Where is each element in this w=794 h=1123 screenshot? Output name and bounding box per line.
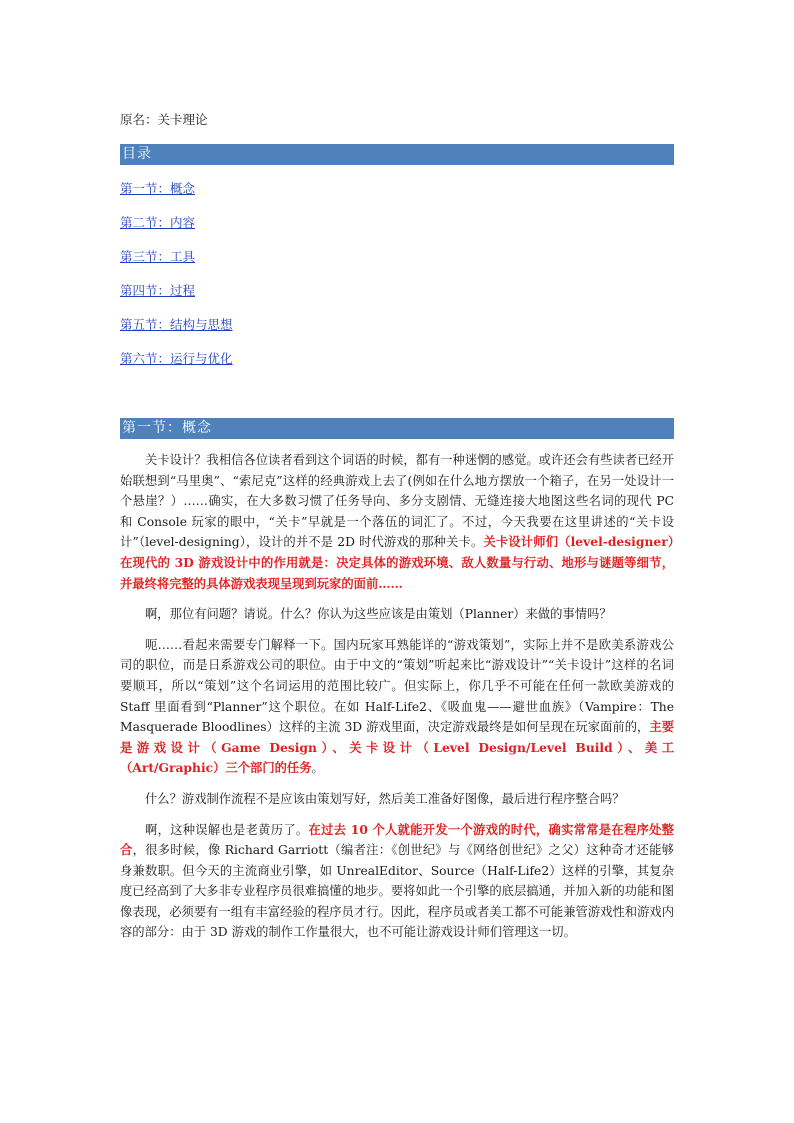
toc-link-section-1[interactable]: 第一节：概念 — [120, 181, 196, 196]
highlighted-text: 关卡设计师们（level-designer）在现代的 3D 游戏设计中的作用就是：决定具体的游戏环境、敌人数量与行动、地形与谜题等细节，并最终将完整的具体游戏表现呈现到玩家的面前…… — [120, 534, 674, 591]
toc-link-section-5[interactable]: 第五节：结构与思想 — [120, 317, 233, 332]
paragraph-text: 。 — [311, 761, 324, 776]
section-1-paragraph-5 — [120, 820, 674, 944]
original-title: 原名：关卡理论 — [120, 112, 208, 127]
section-1-paragraph-4: 什么？游戏制作流程不是应该由策划写好，然后美工准备好图像，最后进行程序整合吗？ — [145, 791, 625, 806]
toc-link-section-2[interactable]: 第二节：内容 — [120, 215, 196, 230]
section-1-heading: 第一节：概念 — [120, 418, 674, 439]
section-1-paragraph-3 — [120, 635, 674, 779]
toc-link-section-4[interactable]: 第四节：过程 — [120, 283, 196, 298]
toc-list — [120, 180, 674, 368]
paragraph-text: 关卡设计？我相信各位读者看到这个词语的时候，都有一种迷惘的感觉。或许还会有些读者已经开始联想到“马里奥”、“索尼克”这样的经典游戏上去了(例如在什么地方摆放一个箱子，在另一处设计一个悬崖？）……确实，在大多数习惯了任务导向、多分支剧情、无缝连接大地图这些名词的现代 PC 和 Console 玩家的眼中，“关卡”早就是一个落伍的词汇了。不过，今天我要在这里讲述的“关卡设计”（level-designing），设计的并不是 2D 时代游戏的那种关卡。 — [120, 453, 674, 550]
toc-heading: 目录 — [120, 144, 674, 165]
paragraph-text: 啊，这种误解也是老黄历了。 — [145, 822, 309, 837]
toc-link-section-3[interactable]: 第三节：工具 — [120, 249, 196, 264]
document-body — [120, 111, 674, 943]
section-1-paragraph-1 — [120, 450, 674, 594]
paragraph-text: ，很多时候，像 Richard Garriott（编者注：《创世纪》与《网络创世纪》之父）这种奇才还能够身兼数职。但今天的主流商业引擎，如 UnrealEditor、Source（Half-Life2）这样的引擎，其复杂度已经高到了大多非专业程序员很难搞懂的地步。要将如此一个引擎的底层搞通，并加入新的功能和图像表现，必须要有一组有丰富经验的程序员才行。因此，程序员或者美工都不可能兼管游戏性和游戏内容的部分：由于 3D 游戏的制作工作量很大，也不可能让游戏设计师们管理这一切。 — [120, 843, 674, 940]
section-1-paragraph-2: 啊，那位有问题？请说。什么？你认为这些应该是由策划（Planner）来做的事情吗？ — [145, 607, 612, 622]
highlighted-text: 主要是游戏设计（Game Design）、关卡设计（Level Design/Level Build）、美工（Art/Graphic）三个部门的任务 — [120, 719, 674, 776]
highlighted-text: 在过去 10 个人就能开发一个游戏的时代，确实常常是在程序处整合 — [120, 821, 674, 858]
toc-link-section-6[interactable]: 第六节：运行与优化 — [120, 351, 233, 366]
paragraph-text: 呃……看起来需要专门解释一下。国内玩家耳熟能详的“游戏策划”，实际上并不是欧美系游戏公司的职位，而是日系游戏公司的职位。由于中文的“策划”听起来比“游戏设计”“关卡设计”这样的名词要顺耳，所以“策划”这个名词运用的范围比较广。但实际上，你几乎不可能在任何一款欧美游戏的 Staff 里面看到“Planner”这个职位。在如 Half-Life2、《吸血鬼——避世血族》（Vampire：The Masquerade Bloodlines）这样的主流 3D 游戏里面，决定游戏最终是如何呈现在玩家面前的， — [120, 637, 674, 735]
